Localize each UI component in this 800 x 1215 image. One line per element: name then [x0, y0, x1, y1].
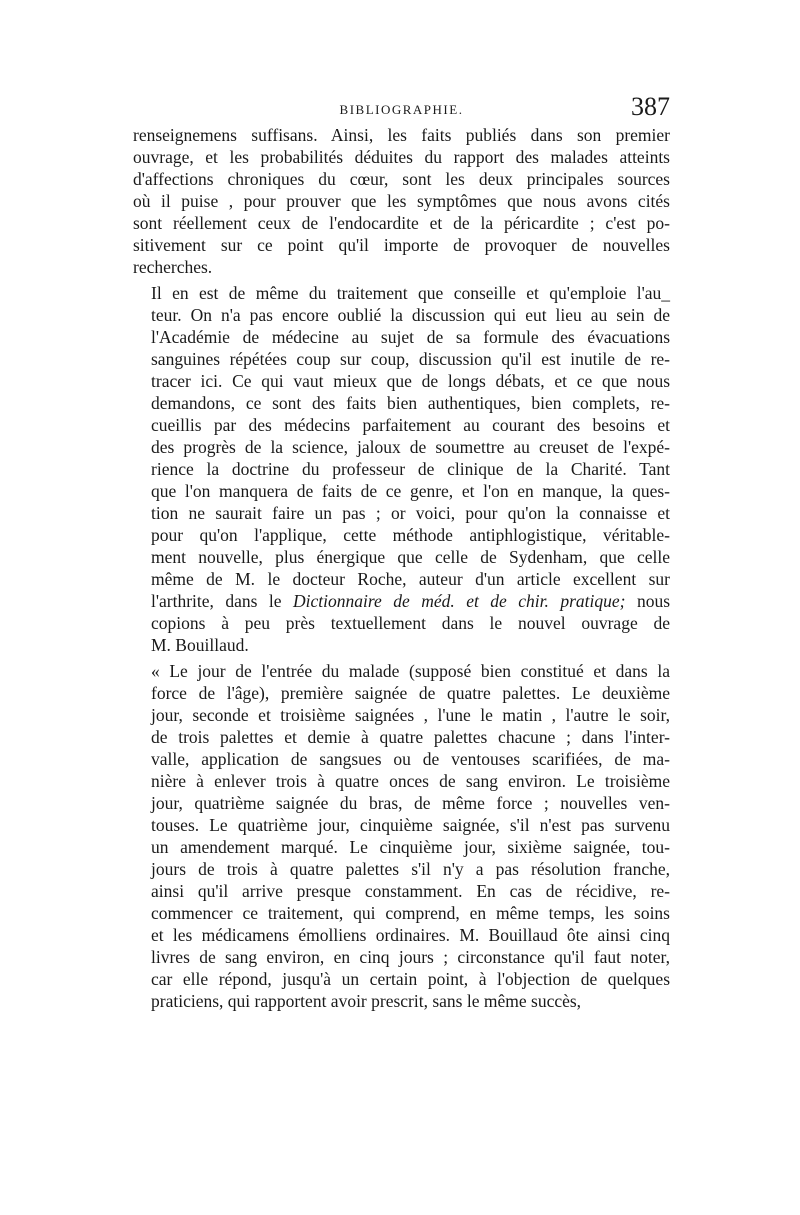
text-line: renseignemens suffisans. Ainsi, les faits publiés dans son premier — [133, 125, 670, 145]
text-line: touses. Le quatrième jour, cinquième saignée, s'il n'est pas survenu — [151, 815, 670, 835]
text-line: praticiens, qui rapportent avoir prescrit, sans le même succès, — [151, 991, 582, 1011]
text-line: M. Bouillaud. — [151, 635, 249, 655]
text-line: ouvrage, et les probabilités déduites du rapport des malades atteints — [133, 147, 670, 167]
text-line: des progrès de la science, jaloux de soumettre au creuset de l'expé- — [151, 437, 670, 457]
body-text — [133, 124, 670, 1012]
text-line: ment nouvelle, plus énergique que celle de Sydenham, que celle — [151, 547, 670, 567]
text-line: tracer ici. Ce qui vaut mieux que de longs débats, et ce que nous — [151, 371, 670, 391]
text-line: nière à enlever trois à quatre onces de sang environ. Le troisième — [151, 771, 670, 791]
text-line: commencer ce traitement, qui comprend, en même temps, les soins — [151, 903, 670, 923]
text-line: et les médicamens émolliens ordinaires. M. Bouillaud ôte ainsi cinq — [151, 925, 670, 945]
text-line: jours de trois à quatre palettes s'il n'y a pas résolution franche, — [151, 859, 670, 879]
text-line: recherches. — [133, 257, 213, 277]
paragraph — [133, 124, 670, 278]
text-line: l'Académie de médecine au sujet de sa formule des évacuations — [151, 327, 670, 347]
text-line: demandons, ce sont des faits bien authentiques, bien complets, re- — [151, 393, 670, 413]
text-line: teur. On n'a pas encore oublié la discussion qui eut lieu au sein de — [151, 305, 670, 325]
paragraph — [133, 660, 670, 1012]
text-line: que l'on manquera de faits de ce genre, et l'on en manque, la ques- — [151, 481, 670, 501]
text-line: sanguines répétées coup sur coup, discussion qu'il est inutile de re- — [151, 349, 670, 369]
text-line: l'arthrite, dans le Dictionnaire de méd. et de chir. pratique; nous — [151, 591, 671, 611]
text-line: jour, seconde et troisième saignées , l'une le matin , l'autre le soir, — [151, 705, 670, 725]
text-line: « Le jour de l'entrée du malade (supposé bien constitué et dans la — [151, 661, 670, 681]
text-line: tion ne saurait faire un pas ; or voici, pour qu'on la connaisse et — [151, 503, 670, 523]
page-number: 387 — [631, 92, 670, 121]
running-title: BIBLIOGRAPHIE. — [339, 102, 464, 117]
text-line: livres de sang environ, en cinq jours ; circonstance qu'il faut noter, — [151, 947, 670, 967]
paragraph — [133, 282, 670, 656]
text-line: un amendement marqué. Le cinquième jour, sixième saignée, tou- — [151, 837, 670, 857]
italic-title: Dictionnaire de méd. et de chir. pratique; — [293, 591, 626, 611]
text-line: jour, quatrième saignée du bras, de même force ; nouvelles ven- — [151, 793, 670, 813]
text-line: ainsi qu'il arrive presque constamment. En cas de récidive, re- — [151, 881, 670, 901]
text-line: rience la doctrine du professeur de clinique de la Charité. Tant — [151, 459, 670, 479]
text-line: copions à peu près textuellement dans le nouvel ouvrage de — [151, 613, 670, 633]
text-line: car elle répond, jusqu'à un certain point, à l'objection de quelques — [151, 969, 670, 989]
text-line: pour qu'on l'applique, cette méthode antiphlogistique, véritable- — [151, 525, 670, 545]
text-line: de trois palettes et demie à quatre palettes chacune ; dans l'inter- — [151, 727, 670, 747]
text-line: sont réellement ceux de l'endocardite et de la péricardite ; c'est po- — [133, 213, 670, 233]
text-line: sitivement sur ce point qu'il importe de provoquer de nouvelles — [133, 235, 670, 255]
text-line: où il puise , pour prouver que les symptômes que nous avons cités — [133, 191, 670, 211]
text-line: même de M. le docteur Roche, auteur d'un article excellent sur — [151, 569, 670, 589]
text-line: d'affections chroniques du cœur, sont les deux principales sources — [133, 169, 670, 189]
text-line: valle, application de sangsues ou de ventouses scarifiées, de ma- — [151, 749, 670, 769]
text-line: force de l'âge), première saignée de quatre palettes. Le deuxième — [151, 683, 670, 703]
running-header — [133, 88, 670, 128]
text-line: cueillis par des médecins parfaitement au courant des besoins et — [151, 415, 670, 435]
text-line: Il en est de même du traitement que conseille et qu'emploie l'au_ — [151, 283, 670, 303]
